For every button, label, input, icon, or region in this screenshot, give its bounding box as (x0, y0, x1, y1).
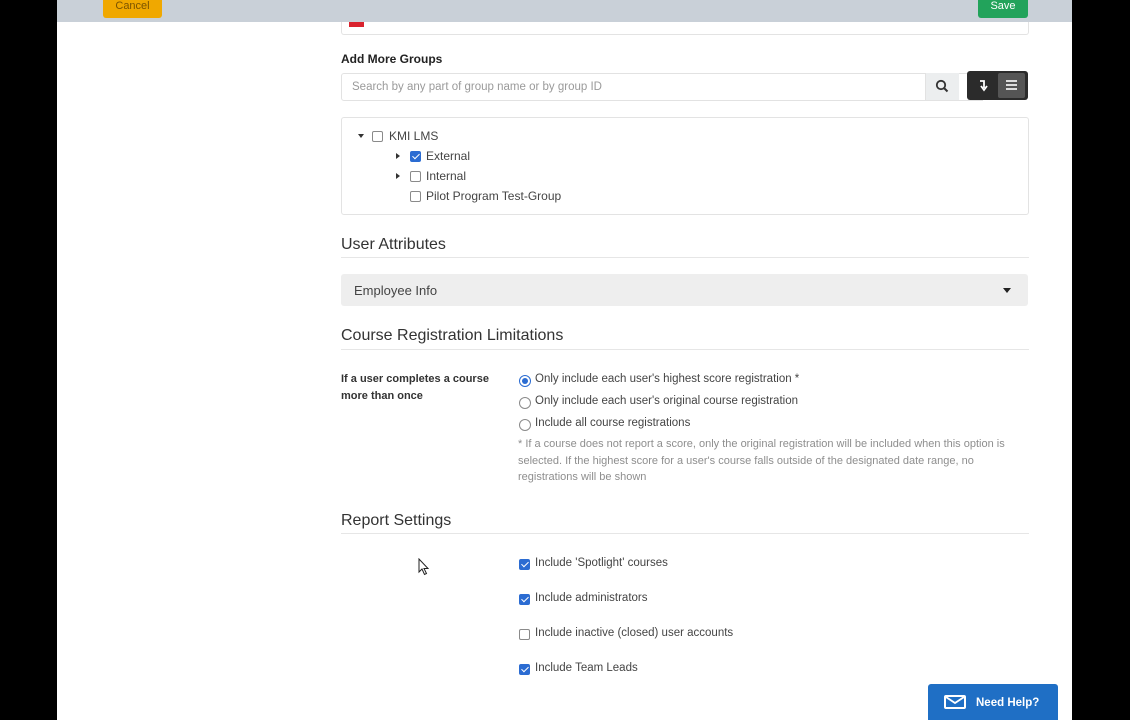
tree-item-label: KMI LMS (389, 129, 439, 143)
all-registrations-radio[interactable] (519, 419, 531, 431)
caret-right-icon[interactable] (396, 173, 400, 179)
registration-footnote: * If a course does not report a score, only the original registration will be included when this option is selected. If the highest score for a user's course falls outside of the designated date range, no registrations will be shown (518, 438, 1005, 483)
group-tree (341, 117, 1029, 215)
tree-item-label: Pilot Program Test-Group (426, 189, 562, 203)
group-checkbox[interactable] (372, 131, 383, 142)
save-button[interactable]: Save (978, 0, 1028, 18)
highest-score-radio[interactable] (519, 375, 531, 387)
list-view-icon (998, 73, 1025, 98)
need-help-label: Need Help? (976, 697, 1040, 709)
accordion-label: Employee Info (354, 283, 438, 298)
tree-view-icon (969, 73, 996, 98)
report-settings-page (57, 0, 1072, 720)
mouse-cursor-icon (418, 558, 430, 576)
checkbox-label: Include administrators (535, 592, 648, 604)
tree-item-label: External (426, 149, 471, 163)
spotlight-courses-checkbox[interactable] (519, 559, 530, 570)
add-groups-label: Add More Groups (341, 52, 443, 66)
group-search-field[interactable] (341, 73, 983, 101)
checkbox-label: Include Team Leads (535, 662, 638, 674)
divider (341, 533, 1029, 534)
view-toggle (967, 71, 1028, 100)
radio-label: Only include each user's highest score registration * (535, 373, 800, 385)
caret-down-icon[interactable] (358, 134, 364, 138)
caret-right-icon[interactable] (396, 153, 400, 159)
checkbox-label: Include inactive (closed) user accounts (535, 627, 734, 639)
top-action-bar (57, 0, 1072, 22)
repeat-completion-label: If a user completes a course more than once (341, 373, 489, 402)
report-settings-heading: Report Settings (341, 512, 452, 529)
cancel-button[interactable]: Cancel (103, 0, 162, 18)
list-view-toggle[interactable] (998, 73, 1025, 98)
tree-view-toggle[interactable] (969, 73, 996, 98)
team-leads-checkbox[interactable] (519, 664, 530, 675)
checkbox-label: Include 'Spotlight' courses (535, 557, 668, 569)
group-checkbox[interactable] (410, 171, 421, 182)
administrators-checkbox[interactable] (519, 594, 530, 605)
tree-item-label: Internal (426, 169, 467, 183)
search-button[interactable] (925, 73, 959, 100)
divider (341, 349, 1029, 350)
original-registration-radio[interactable] (519, 397, 531, 409)
envelope-icon (944, 695, 966, 709)
user-attributes-heading: User Attributes (341, 236, 446, 253)
radio-label: Include all course registrations (535, 417, 691, 429)
need-help-button[interactable] (928, 684, 1058, 720)
search-icon (926, 73, 959, 100)
group-search-input[interactable] (342, 74, 942, 100)
group-checkbox[interactable] (410, 151, 421, 162)
caret-down-icon (1003, 288, 1011, 293)
inactive-accounts-checkbox[interactable] (519, 629, 530, 640)
employee-info-accordion[interactable] (341, 274, 1028, 306)
remove-group-marker[interactable] (349, 22, 364, 27)
previous-groups-box (341, 22, 1029, 35)
radio-label: Only include each user's original course registration (535, 395, 798, 407)
divider (341, 257, 1029, 258)
course-limitations-heading: Course Registration Limitations (341, 327, 564, 344)
group-checkbox[interactable] (410, 191, 421, 202)
